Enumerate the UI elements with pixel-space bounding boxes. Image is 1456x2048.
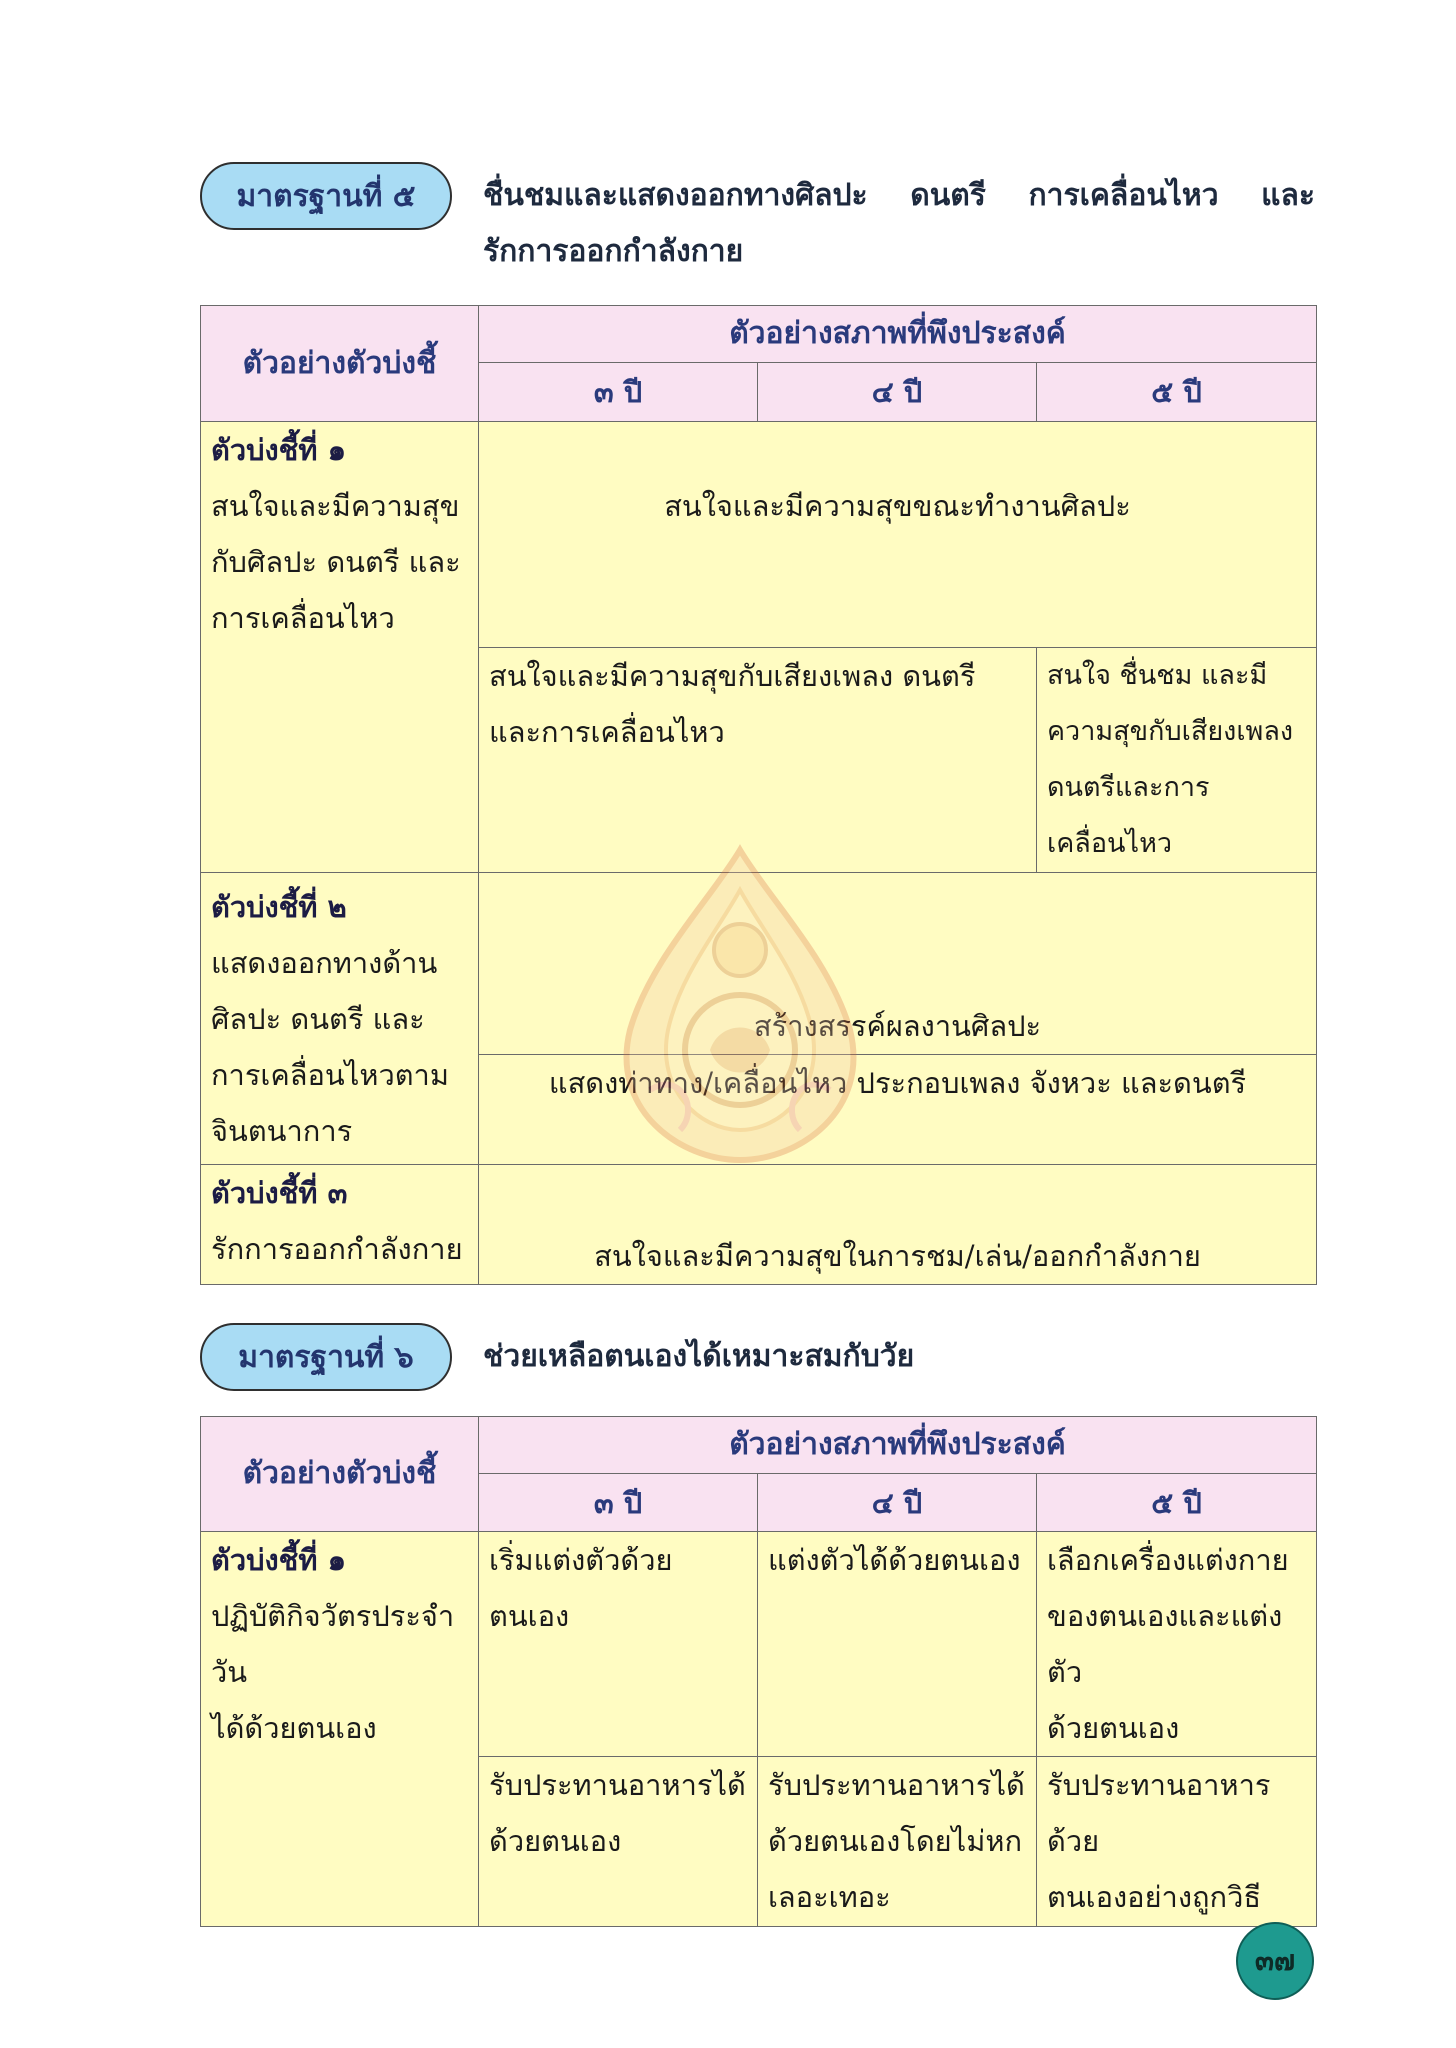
indicator-2-row2-text: แสดงท่าทาง/เคลื่อนไหว ประกอบเพลง จังหวะ และดนตรี [548,1066,1247,1100]
standard-5-table [200,305,1317,1285]
indicator-2-line: การเคลื่อนไหวตาม [211,1058,449,1092]
indicator-2-line: แสดงออกทางด้าน [211,946,438,980]
s6-indicator-1-cell [201,1532,479,1927]
s6-indicator-1-line: ปฏิบัติกิจวัตรประจำวัน [211,1599,455,1689]
indicator-2-row2-all [479,1055,1317,1165]
standard-5-title-line2: รักการออกกำลังกาย [483,234,744,269]
s6-row2-age4-line: รับประทานอาหารได้ [768,1768,1025,1802]
indicator-1-cell [201,422,479,873]
indicator-2-line: ศิลปะ ดนตรี และ [211,1002,425,1036]
indicator-1-row2-age34-line: และการเคลื่อนไหว [489,715,725,749]
indicator-2-row1-all [479,873,1317,1055]
standard-6-title-line1: ช่วยเหลือตนเองได้เหมาะสมกับวัย [483,1339,915,1374]
s6-row2-age5-line: ตนเองอย่างถูกวิธี [1047,1880,1262,1914]
s6-row2-age5 [1037,1757,1317,1927]
s6-row2-age4 [758,1757,1037,1927]
indicator-1-line: การเคลื่อนไหว [211,601,395,635]
indicator-1-line: กับศิลปะ ดนตรี และ [211,545,461,579]
standard-6-table [200,1416,1317,1927]
s6-indicator-1-label: ตัวบ่งชี้ที่ ๑ [211,1543,346,1577]
header-age-5: ๕ ปี [1037,1474,1317,1532]
s6-row2-age4-line: ด้วยตนเองโดยไม่หก [768,1824,1023,1858]
page-number: ๓๗ [1254,1944,1296,1977]
s6-row2-age3-line: ด้วยตนเอง [489,1824,622,1858]
indicator-1-row2-age34-line: สนใจและมีความสุขกับเสียงเพลง ดนตรี [489,659,976,693]
s6-row2-age4-line: เลอะเทอะ [768,1880,891,1914]
indicator-1-line: สนใจและมีความสุข [211,489,460,523]
indicator-1-row2-age34 [479,648,1037,873]
indicator-1-label: ตัวบ่งชี้ที่ ๑ [211,433,346,467]
s6-row1-age4 [758,1532,1037,1757]
indicator-1-row2-age5-line: ความสุขกับเสียงเพลง [1047,716,1294,747]
standard-5-title [483,168,1315,280]
header-desired-state: ตัวอย่างสภาพที่พึงประสงค์ [479,1417,1317,1474]
indicator-3-line: รักการออกกำลังกาย [211,1232,463,1266]
standard-5-badge-label: มาตรฐานที่ ๕ [236,178,416,214]
s6-row1-age5-line: ด้วยตนเอง [1047,1711,1180,1745]
header-age-4: ๔ ปี [758,363,1037,422]
header-indicator-col: ตัวอย่างตัวบ่งชี้ [201,1417,479,1532]
s6-row2-age3 [479,1757,758,1927]
header-age-3: ๓ ปี [479,1474,758,1532]
indicator-1-row1-text: สนใจและมีความสุขขณะทำงานศิลปะ [664,489,1131,523]
standard-5-title-line1: ชื่นชมและแสดงออกทางศิลปะ ดนตรี การเคลื่อนไหว และ [483,178,1315,213]
indicator-2-line: จินตนาการ [211,1114,353,1148]
header-desired-state: ตัวอย่างสภาพที่พึงประสงค์ [479,306,1317,363]
indicator-1-row2-age5 [1037,648,1317,873]
standard-6-badge-label: มาตรฐานที่ ๖ [238,1339,414,1375]
indicator-3-row1-all [479,1165,1317,1285]
standard-6-title [483,1329,1315,1385]
s6-row1-age5-line: ของตนเองและแต่งตัว [1047,1599,1283,1689]
indicator-2-cell [201,873,479,1165]
s6-row1-age3 [479,1532,758,1757]
indicator-1-row2-age5-line: สนใจ ชื่นชม และมี [1047,660,1268,691]
header-age-4: ๔ ปี [758,1474,1037,1532]
standard-6-badge [200,1323,452,1391]
s6-row2-age5-line: รับประทานอาหารด้วย [1047,1768,1271,1858]
header-age-5: ๕ ปี [1037,363,1317,422]
s6-row1-age3-line: เริ่มแต่งตัวด้วยตนเอง [489,1543,673,1633]
page-number-badge [1236,1922,1314,2000]
indicator-3-cell [201,1165,479,1285]
s6-row1-age4-line: แต่งตัวได้ด้วยตนเอง [768,1543,1021,1577]
indicator-3-label: ตัวบ่งชี้ที่ ๓ [211,1176,348,1210]
indicator-2-label: ตัวบ่งชี้ที่ ๒ [211,890,347,924]
s6-row1-age5-line: เลือกเครื่องแต่งกาย [1047,1543,1289,1577]
s6-row2-age3-line: รับประทานอาหารได้ [489,1768,746,1802]
indicator-1-row1-all [479,422,1317,648]
s6-indicator-1-line: ได้ด้วยตนเอง [211,1711,377,1745]
indicator-2-row1-text: สร้างสรรค์ผลงานศิลปะ [753,1009,1042,1043]
header-age-3: ๓ ปี [479,363,758,422]
indicator-1-row2-age5-line: ดนตรีและการเคลื่อนไหว [1047,772,1210,859]
s6-row1-age5 [1037,1532,1317,1757]
header-indicator-col: ตัวอย่างตัวบ่งชี้ [201,306,479,422]
indicator-3-row1-text: สนใจและมีความสุขในการชม/เล่น/ออกกำลังกาย [594,1239,1201,1273]
standard-5-badge [200,162,452,230]
